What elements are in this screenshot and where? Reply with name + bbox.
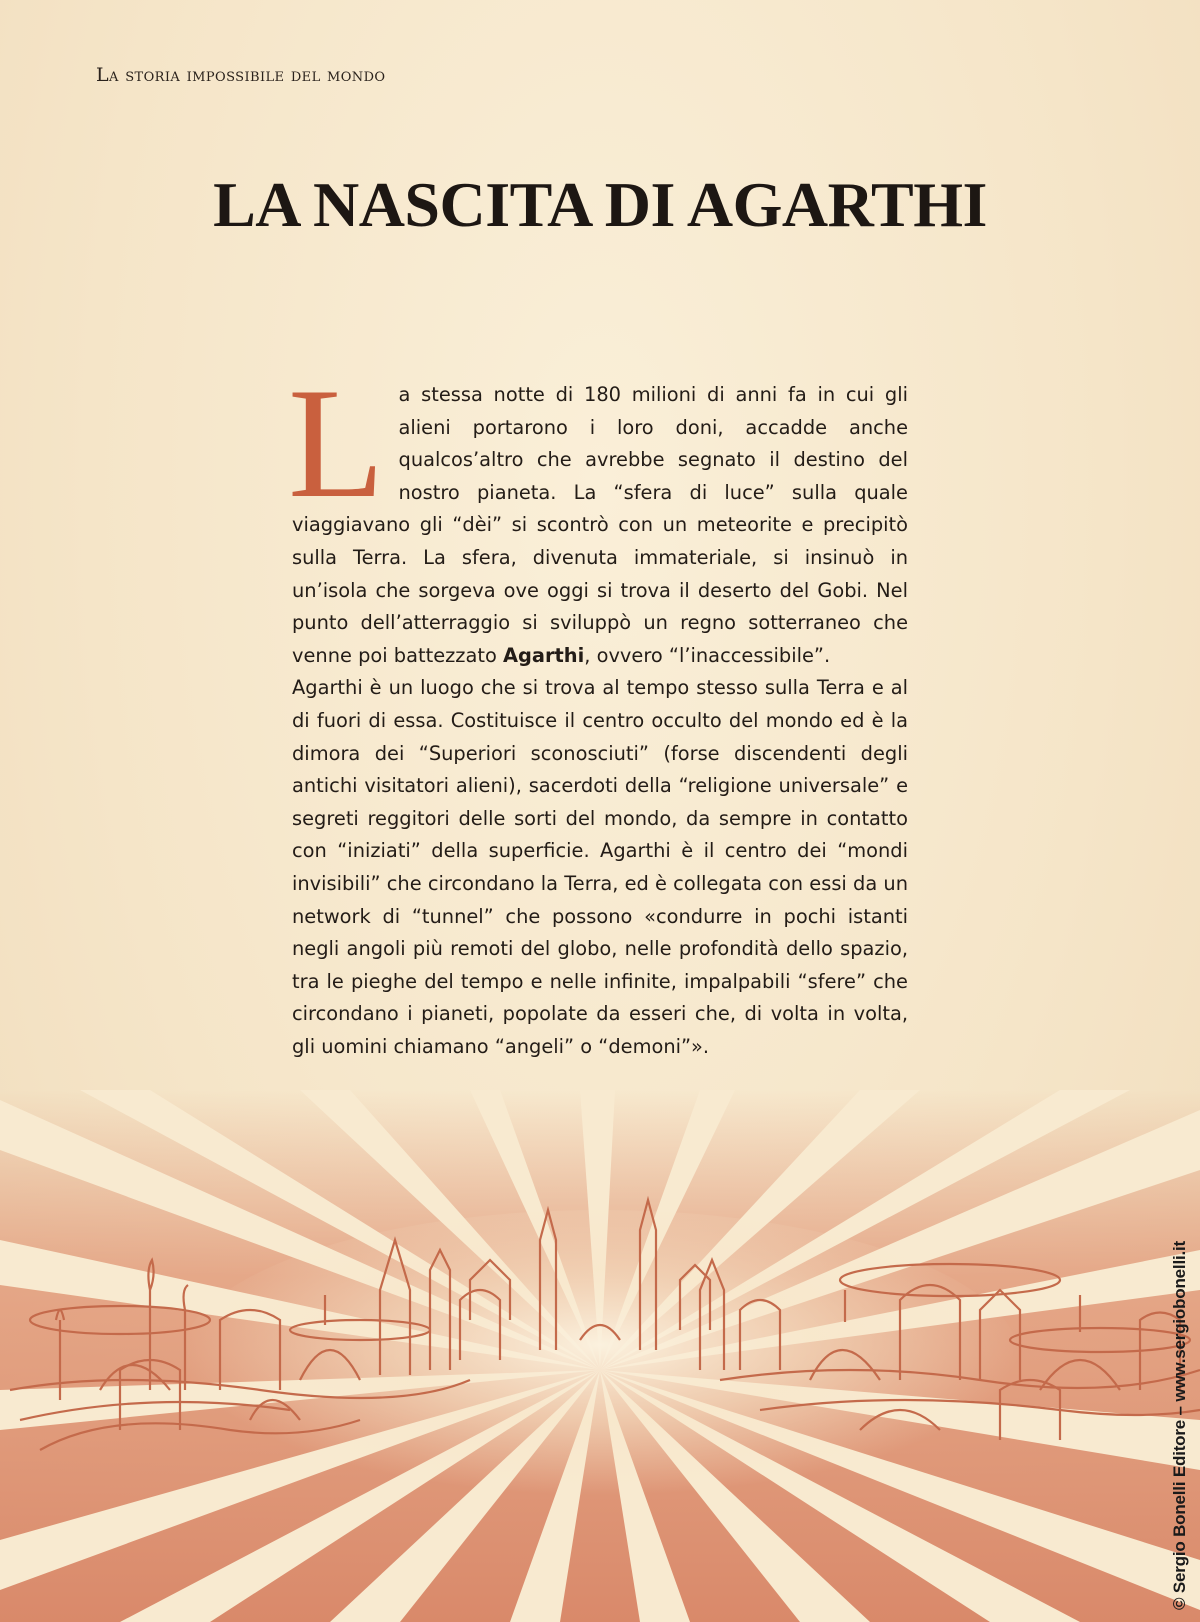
page-title: LA NASCITA DI AGARTHI bbox=[213, 169, 987, 240]
paragraph-1-end: , ovvero “l’inaccessibile”. bbox=[584, 643, 831, 667]
running-header: La storia impossibile del mondo bbox=[96, 64, 386, 86]
paragraph-2: Agarthi è un luogo che si trova al tempo stesso sulla Terra e al di fuori di essa. Costituisce il centro occulto del mondo ed è la dimora dei “Superiori sconosciuti” (forse discendenti degli antichi visitatori alieni), sacerdoti della “religione universale” e segreti reggitori delle sorti del mondo, da sempre in contatto con “iniziati” della superficie. Agarthi è il centro dei “mondi invisibili” che circondano la Terra, ed è collegata con essi da un network di “tunnel” che possono «condurre in pochi istanti negli angoli più remoti del globo, nelle profondità dello spazio, tra le pieghe del tempo e nelle infinite, impalpabili “sfere” che circondano i pianeti, popolate da esseri che, di volta in volta, gli uomini chiamano “angeli” o “demoni”». bbox=[292, 676, 908, 1058]
article-body bbox=[288, 356, 908, 1063]
copyright-notice: © Sergio Bonelli Editore – www.sergiobonelli.it bbox=[1170, 1241, 1189, 1610]
paragraph-1-start: a stessa notte di 180 milioni di anni fa in cui gli alieni portarono i loro doni, accadde anche qualcos’altro che avrebbe segnato il destino del nostro pianeta. La “sfera di luce” sulla quale viaggiavano gli “dèi” si scontrò con un meteorite e precipitò sulla Terra. La sfera, divenuta immateriale, si insinuò in un’isola che sorgeva ove oggi si trova il deserto del Gobi. Nel punto dell’atterraggio si sviluppò un regno sotterraneo che venne poi battezzato bbox=[292, 383, 908, 667]
agarthi-bold: Agarthi bbox=[503, 643, 585, 667]
agarthi-city-illustration bbox=[0, 1090, 1200, 1622]
drop-cap: L bbox=[288, 356, 385, 531]
